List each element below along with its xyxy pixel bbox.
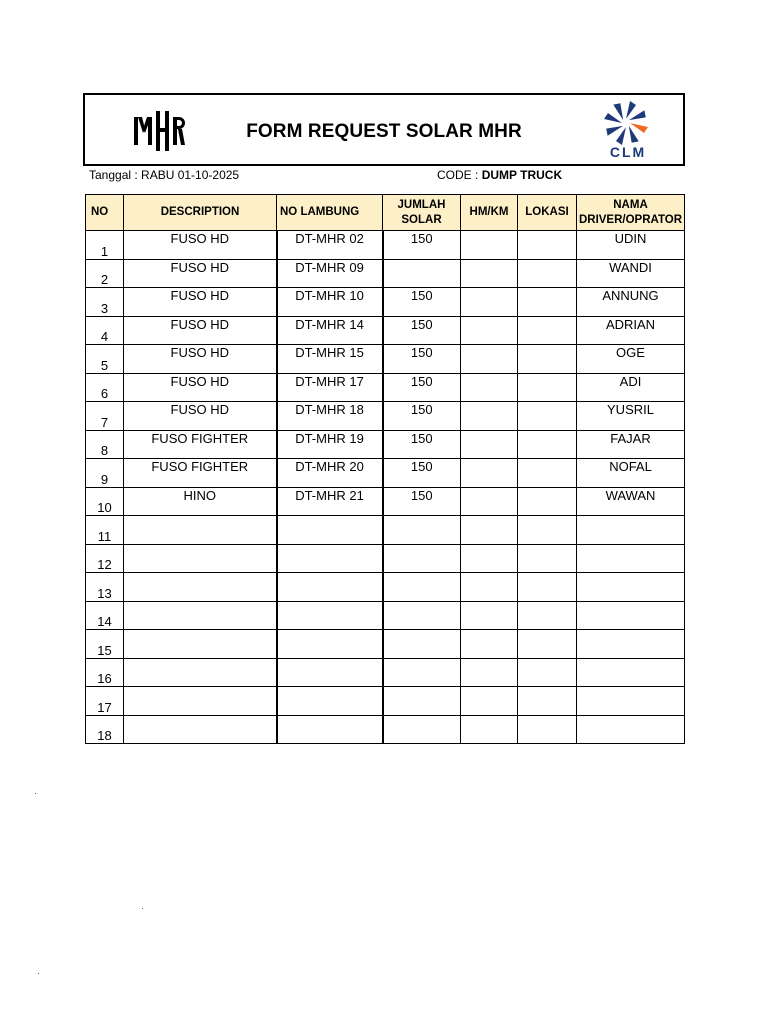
cell-hm-km	[461, 630, 518, 659]
table-row	[86, 316, 685, 345]
cell-jumlah-solar	[383, 544, 461, 573]
cell-hm-km	[461, 402, 518, 431]
table-row	[86, 430, 685, 459]
cell-description	[124, 687, 277, 716]
cell-no-lambung: DT-MHR 20	[277, 459, 383, 488]
cell-hm-km	[461, 373, 518, 402]
cell-description	[124, 658, 277, 687]
cell-lokasi	[518, 601, 577, 630]
cell-no: 9	[86, 459, 124, 488]
table-row	[86, 658, 685, 687]
speck	[35, 793, 36, 794]
cell-no: 10	[86, 487, 124, 516]
cell-hm-km	[461, 487, 518, 516]
cell-no: 6	[86, 373, 124, 402]
cell-lokasi	[518, 345, 577, 374]
header-lokasi: LOKASI	[518, 195, 577, 231]
cell-jumlah-solar	[383, 573, 461, 602]
cell-description: FUSO HD	[124, 373, 277, 402]
cell-no: 17	[86, 687, 124, 716]
form-header	[83, 93, 685, 166]
cell-jumlah-solar	[383, 687, 461, 716]
cell-hm-km	[461, 459, 518, 488]
cell-hm-km	[461, 601, 518, 630]
cell-hm-km	[461, 516, 518, 545]
cell-driver: FAJAR	[577, 430, 685, 459]
cell-driver: YUSRIL	[577, 402, 685, 431]
cell-description: FUSO HD	[124, 259, 277, 288]
cell-no: 12	[86, 544, 124, 573]
cell-lokasi	[518, 487, 577, 516]
cell-no-lambung	[277, 658, 383, 687]
date-label: Tanggal : RABU 01-10-2025	[89, 168, 240, 182]
cell-hm-km	[461, 544, 518, 573]
cell-no-lambung: DT-MHR 15	[277, 345, 383, 374]
cell-lokasi	[518, 316, 577, 345]
cell-driver: UDIN	[577, 231, 685, 260]
cell-hm-km	[461, 715, 518, 744]
header-jumlah-solar-line2: SOLAR	[401, 213, 442, 226]
header-driver-line1: NAMA	[613, 198, 648, 211]
cell-no: 13	[86, 573, 124, 602]
code-label	[437, 168, 562, 182]
cell-jumlah-solar	[383, 715, 461, 744]
cell-description: FUSO HD	[124, 231, 277, 260]
header-description: DESCRIPTION	[124, 195, 277, 231]
cell-hm-km	[461, 658, 518, 687]
cell-jumlah-solar	[383, 259, 461, 288]
cell-no-lambung: DT-MHR 10	[277, 288, 383, 317]
cell-no-lambung	[277, 544, 383, 573]
cell-hm-km	[461, 430, 518, 459]
header-jumlah-solar	[383, 195, 461, 231]
cell-no-lambung: DT-MHR 21	[277, 487, 383, 516]
cell-jumlah-solar: 150	[383, 402, 461, 431]
cell-jumlah-solar	[383, 630, 461, 659]
cell-description: FUSO FIGHTER	[124, 430, 277, 459]
cell-driver: OGE	[577, 345, 685, 374]
cell-driver: ADRIAN	[577, 316, 685, 345]
cell-description: FUSO HD	[124, 288, 277, 317]
cell-hm-km	[461, 259, 518, 288]
cell-driver	[577, 516, 685, 545]
header-hm-km: HM/KM	[461, 195, 518, 231]
cell-no: 2	[86, 259, 124, 288]
cell-hm-km	[461, 687, 518, 716]
cell-lokasi	[518, 687, 577, 716]
header-no: NO	[86, 195, 124, 231]
cell-hm-km	[461, 573, 518, 602]
cell-driver	[577, 544, 685, 573]
cell-no-lambung	[277, 601, 383, 630]
header-driver-line2: DRIVER/OPRATOR	[578, 213, 683, 226]
table-row	[86, 345, 685, 374]
table-row	[86, 288, 685, 317]
cell-driver: WAWAN	[577, 487, 685, 516]
speck	[38, 973, 39, 974]
cell-no-lambung	[277, 687, 383, 716]
cell-lokasi	[518, 658, 577, 687]
cell-no-lambung: DT-MHR 18	[277, 402, 383, 431]
cell-jumlah-solar: 150	[383, 373, 461, 402]
cell-jumlah-solar: 150	[383, 487, 461, 516]
cell-description	[124, 601, 277, 630]
cell-lokasi	[518, 630, 577, 659]
cell-description	[124, 630, 277, 659]
cell-lokasi	[518, 544, 577, 573]
cell-jumlah-solar: 150	[383, 345, 461, 374]
cell-driver: WANDI	[577, 259, 685, 288]
cell-no: 16	[86, 658, 124, 687]
table-row	[86, 259, 685, 288]
header-driver	[577, 195, 685, 231]
cell-driver	[577, 687, 685, 716]
speck	[142, 908, 143, 909]
cell-lokasi	[518, 402, 577, 431]
table-body	[86, 231, 685, 744]
cell-no-lambung	[277, 516, 383, 545]
cell-no: 14	[86, 601, 124, 630]
cell-description: FUSO HD	[124, 402, 277, 431]
cell-driver	[577, 601, 685, 630]
cell-description	[124, 573, 277, 602]
header-no-lambung: NO LAMBUNG	[277, 195, 383, 231]
cell-no: 15	[86, 630, 124, 659]
cell-lokasi	[518, 231, 577, 260]
cell-driver	[577, 658, 685, 687]
table-row	[86, 687, 685, 716]
cell-no-lambung	[277, 715, 383, 744]
cell-lokasi	[518, 373, 577, 402]
clm-logo-text: CLM	[609, 144, 647, 160]
cell-lokasi	[518, 259, 577, 288]
cell-jumlah-solar: 150	[383, 459, 461, 488]
cell-no: 8	[86, 430, 124, 459]
cell-driver: ADI	[577, 373, 685, 402]
table-row	[86, 601, 685, 630]
cell-hm-km	[461, 231, 518, 260]
cell-driver	[577, 573, 685, 602]
cell-no-lambung	[277, 630, 383, 659]
table-header-row	[86, 195, 685, 231]
cell-lokasi	[518, 715, 577, 744]
cell-lokasi	[518, 573, 577, 602]
cell-no: 5	[86, 345, 124, 374]
cell-driver	[577, 715, 685, 744]
cell-no-lambung: DT-MHR 17	[277, 373, 383, 402]
cell-jumlah-solar	[383, 658, 461, 687]
cell-description	[124, 715, 277, 744]
form-title: FORM REQUEST SOLAR MHR	[246, 121, 522, 142]
cell-no: 18	[86, 715, 124, 744]
cell-jumlah-solar: 150	[383, 430, 461, 459]
header-jumlah-solar-line1: JUMLAH	[397, 198, 446, 211]
cell-lokasi	[518, 459, 577, 488]
cell-no: 1	[86, 231, 124, 260]
table-row	[86, 573, 685, 602]
table-row	[86, 487, 685, 516]
cell-hm-km	[461, 345, 518, 374]
code-value: DUMP TRUCK	[481, 168, 563, 182]
cell-jumlah-solar	[383, 601, 461, 630]
cell-lokasi	[518, 430, 577, 459]
cell-description: FUSO FIGHTER	[124, 459, 277, 488]
cell-no: 4	[86, 316, 124, 345]
cell-no-lambung: DT-MHR 09	[277, 259, 383, 288]
code-label-text: CODE :	[437, 168, 479, 182]
table-row	[86, 516, 685, 545]
cell-jumlah-solar: 150	[383, 231, 461, 260]
cell-jumlah-solar: 150	[383, 288, 461, 317]
cell-hm-km	[461, 288, 518, 317]
cell-no-lambung: DT-MHR 14	[277, 316, 383, 345]
table-row	[86, 231, 685, 260]
cell-no: 11	[86, 516, 124, 545]
cell-description	[124, 516, 277, 545]
table-row	[86, 402, 685, 431]
cell-driver: NOFAL	[577, 459, 685, 488]
solar-request-table	[85, 194, 685, 744]
cell-hm-km	[461, 316, 518, 345]
table-row	[86, 544, 685, 573]
cell-jumlah-solar	[383, 516, 461, 545]
cell-description	[124, 544, 277, 573]
cell-description: FUSO HD	[124, 316, 277, 345]
cell-driver	[577, 630, 685, 659]
table-row	[86, 630, 685, 659]
cell-no-lambung: DT-MHR 02	[277, 231, 383, 260]
cell-lokasi	[518, 288, 577, 317]
table-row	[86, 373, 685, 402]
cell-description: HINO	[124, 487, 277, 516]
cell-no: 7	[86, 402, 124, 431]
cell-description: FUSO HD	[124, 345, 277, 374]
table-row	[86, 715, 685, 744]
cell-no: 3	[86, 288, 124, 317]
cell-jumlah-solar: 150	[383, 316, 461, 345]
cell-no-lambung	[277, 573, 383, 602]
table-row	[86, 459, 685, 488]
cell-no-lambung: DT-MHR 19	[277, 430, 383, 459]
cell-driver: ANNUNG	[577, 288, 685, 317]
cell-lokasi	[518, 516, 577, 545]
